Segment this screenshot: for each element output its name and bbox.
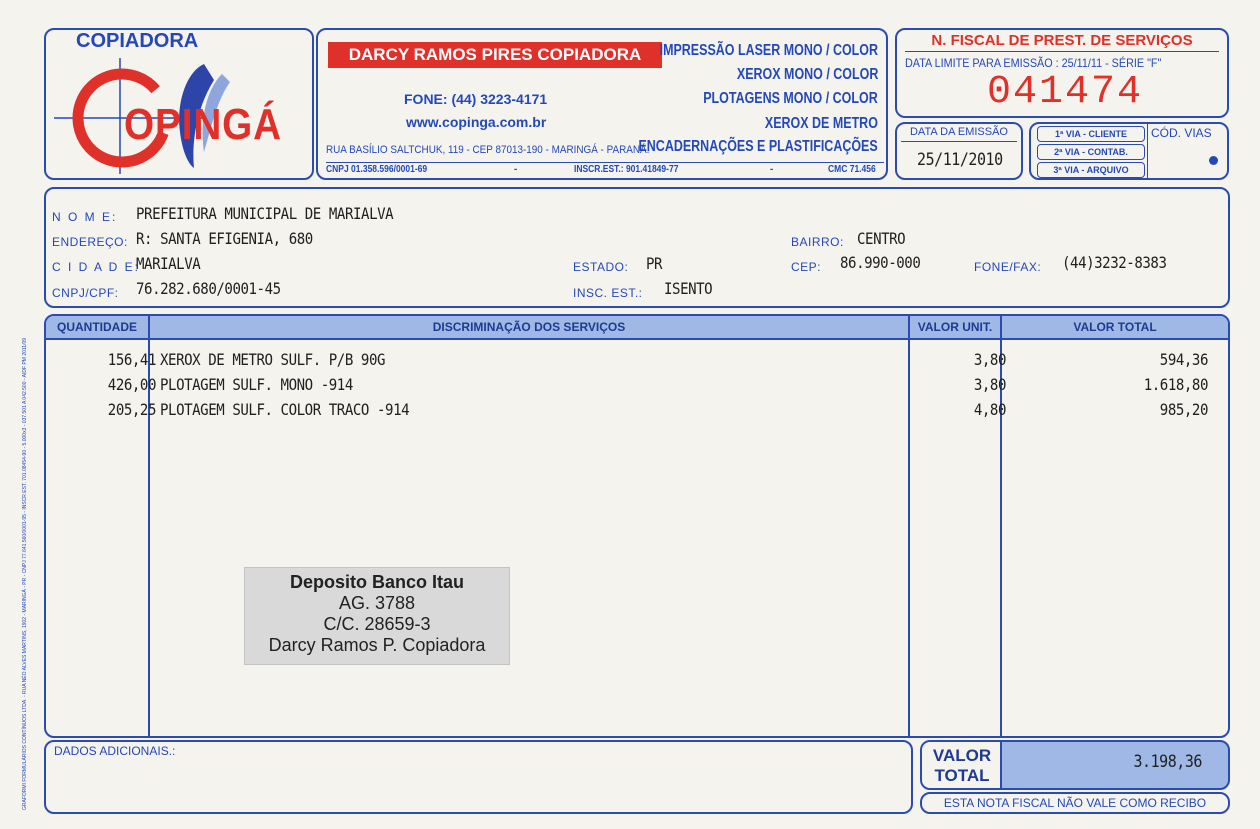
header-quantity: QUANTIDADE [46,316,148,338]
row-unit-value: 3,80 [973,350,1006,369]
customer-box [44,187,1230,308]
company-inscr-est: INSCR.EST.: 901.41849-77 [574,164,679,175]
insc-label: INSC. EST.: [573,286,643,300]
service-item: IMPRESSÃO LASER MONO / COLOR [659,42,878,59]
stamp-holder: Darcy Ramos P. Copiadora [268,635,486,655]
row-description: PLOTAGEM SULF. MONO -914 [160,375,353,394]
total-label-2: TOTAL [934,766,990,785]
row-description: XEROX DE METRO SULF. P/B 90G [160,350,386,369]
fiscal-number-box [895,28,1229,118]
company-cmc: CMC 71.456 [828,164,876,175]
disclaimer-box [920,792,1230,814]
cod-vias-label: CÓD. VIAS [1151,126,1212,140]
row-total-value: 1.618,80 [1143,375,1208,394]
customer-cnpj: 76.282.680/0001-45 [136,279,281,298]
separator-dot-2: - [770,164,774,175]
bank-deposit-stamp [244,567,510,665]
via-label: 1ª VIA - CLIENTE [1054,129,1127,139]
customer-cep: 86.990-000 [840,253,921,272]
company-address: RUA BASÍLIO SALTCHUK, 119 - CEP 87013-190 - MARINGÁ - PARANÁ. [326,144,650,156]
row-unit-value: 3,80 [973,375,1006,394]
via-label: 3ª VIA - ARQUIVO [1053,165,1129,175]
company-name-banner: DARCY RAMOS PIRES COPIADORA [328,42,662,68]
header-description: DISCRIMINAÇÃO DOS SERVIÇOS [150,316,908,338]
customer-address: R: SANTA EFIGENIA, 680 [136,229,313,248]
issue-date-box [895,122,1023,180]
company-registration-bar [326,162,884,176]
row-quantity: 426,00 [107,375,156,394]
service-item: PLOTAGENS MONO / COLOR [703,90,878,107]
additional-data-label: DADOS ADICIONAIS.: [54,744,176,758]
stamp-account: C/C. 28659-3 [323,614,431,634]
via-item [1037,144,1145,160]
receipt-disclaimer: ESTA NOTA FISCAL NÃO VALE COMO RECIBO [943,796,1207,810]
logo-box [44,28,314,180]
issue-date-label: DATA DA EMISSÃO [909,126,1008,138]
column-divider [908,316,910,736]
company-cnpj: CNPJ 01.358.596/0001-69 [326,164,428,175]
company-phone: FONE: (44) 3223-4171 [404,91,548,107]
header-rule [46,338,1228,340]
company-box [316,28,888,180]
company-website: www.copinga.com.br [406,114,547,130]
service-item: ENCADERNAÇÕES E PLASTIFICAÇÕES [638,138,878,155]
city-label: C I D A D E: [52,260,141,274]
additional-data-box [44,740,913,814]
header-unit-value: VALOR UNIT. [910,316,1000,338]
via-label: 2ª VIA - CONTAB. [1054,147,1128,157]
logo-top-text: COPIADORA [76,30,199,52]
fiscal-title: N. FISCAL DE PREST. DE SERVIÇOS [931,32,1193,49]
total-value: 3.198,36 [1133,752,1202,772]
row-unit-value: 4,80 [973,400,1006,419]
issue-date-rule [901,141,1017,142]
cnpj-label: CNPJ/CPF: [52,286,119,300]
customer-phone: (44)3232-8383 [1062,253,1167,272]
name-label: N O M E: [52,210,118,224]
via-item [1037,162,1145,178]
state-label: ESTADO: [573,260,629,274]
address-label: ENDEREÇO: [52,235,128,249]
fiscal-title-rule [905,51,1219,52]
customer-city: MARIALVA [136,254,201,273]
header-total-value: VALOR TOTAL [1002,316,1228,338]
row-quantity: 205,25 [107,400,156,419]
row-quantity: 156,41 [107,350,156,369]
cod-vias-divider [1147,124,1148,180]
row-total-value: 594,36 [1159,350,1208,369]
customer-state: PR [646,254,663,273]
vias-box [1029,122,1229,180]
stamp-agency: AG. 3788 [338,593,416,613]
service-item: XEROX DE METRO [764,115,878,132]
total-label-1: VALOR [932,746,992,765]
cep-label: CEP: [791,260,822,274]
side-printer-text: GRAFORMI FORMULÁRIOS CONTÍNUOS LTDA. - RUA NÉO ALVES MARTINS, 1902 - MARINGÁ - PR - CNPJ 77.641.560/0001-95 - INSCR.EST. 701.08454-90 - 5.000x3 - 037.501 A 042.500 - AIDF PM 2011/09 [22,337,28,810]
phone-label: FONE/FAX: [974,260,1042,274]
total-box [920,740,1230,790]
logo-word: OPINGÁ [124,100,283,149]
service-item: XEROX MONO / COLOR [736,66,878,83]
bairro-label: BAIRRO: [791,235,844,249]
side-printer-info [22,30,38,810]
customer-bairro: CENTRO [857,229,906,248]
customer-name: PREFEITURA MUNICIPAL DE MARIALVA [136,204,394,223]
issue-date-value: 25/11/2010 [917,150,1003,170]
fiscal-number: 041474 [987,70,1144,115]
stamp-bank: Deposito Banco Itau [289,572,464,592]
row-total-value: 985,20 [1159,400,1208,419]
separator-dot-1: - [514,164,518,175]
cod-vias-dot-icon [1209,156,1218,165]
via-item [1037,126,1145,142]
row-description: PLOTAGEM SULF. COLOR TRACO -914 [160,400,410,419]
fiscal-limit-line: DATA LIMITE PARA EMISSÃO : 25/11/11 - SÉRIE "F" [905,56,1162,70]
customer-insc: ISENTO [664,279,713,298]
